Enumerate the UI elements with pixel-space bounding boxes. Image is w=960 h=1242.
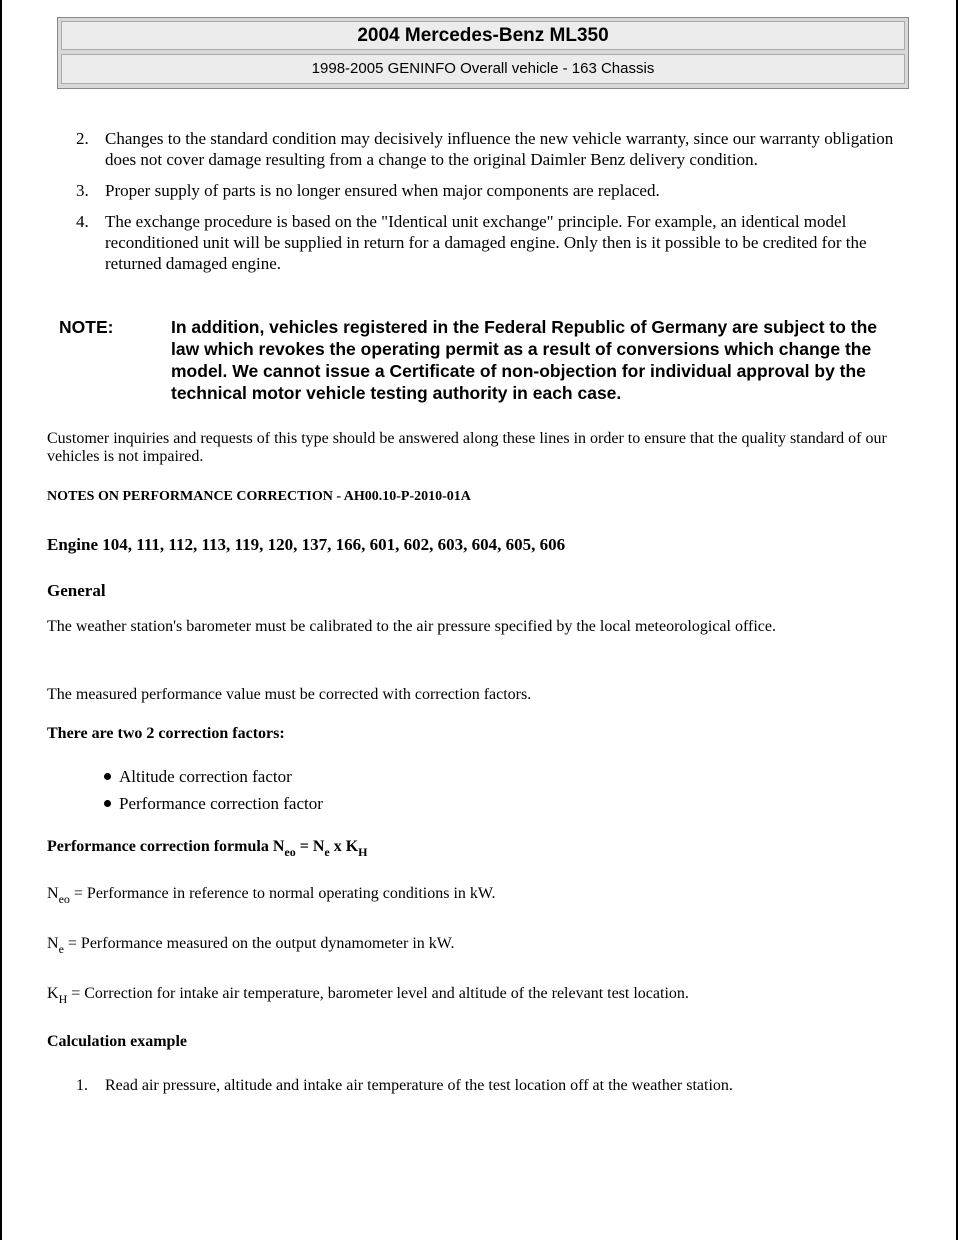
calculation-heading: Calculation example [47,1033,187,1050]
document-title: 2004 Mercedes-Benz ML350 [61,21,905,50]
list-item [47,1077,960,1095]
document-header [57,17,909,89]
definition-symbol: N [47,935,59,952]
formula-text: = N [295,838,325,855]
list-item [47,180,907,201]
list-item-number: 2. [76,129,89,148]
list-item [104,794,323,814]
warranty-list [47,128,907,274]
formula-prefix: Performance correction formula N [47,838,285,855]
customer-paragraph: Customer inquiries and requests of this type should be answered along these lines in order to ensure that the quality standard of our vehicles is not impaired. [47,430,887,465]
definition-sub: eo [58,892,70,906]
engine-heading: Engine 104, 111, 112, 113, 119, 120, 137, 166, 601, 602, 603, 604, 605, 606 [47,535,566,554]
bullet-icon [104,773,111,780]
barometer-paragraph: The weather station's barometer must be calibrated to the air pressure specified by the local meteorological office. [47,618,776,635]
definition-text: = Performance measured on the output dynamometer in kW. [63,935,455,952]
note-text: In addition, vehicles registered in the Federal Republic of Germany are subject to the law which revokes the operating permit as a result of conversions which change the model. We cannot issue a Certificate of non-objection for individual approval by the technical motor vehicle testing authority in each case. [171,317,878,403]
list-item [104,767,292,787]
measured-paragraph: The measured performance value must be corrected with correction factors. [47,686,532,703]
definition-sub: e [58,942,64,956]
list-item-text: Proper supply of parts is no longer ensured when major components are replaced. [105,181,660,200]
note-block [47,316,907,404]
definition-sub: H [58,992,68,1006]
general-heading: General [47,581,106,600]
document-subtitle: 1998-2005 GENINFO Overall vehicle - 163 Chassis [61,54,905,84]
bullet-icon [104,800,111,807]
formula-sub: H [358,845,368,859]
definition-symbol: K [47,985,59,1002]
formula-line [47,838,907,859]
correction-factors-heading: There are two 2 correction factors: [47,725,285,742]
list-item [47,128,907,170]
definition-neo [47,885,907,906]
definition-text: = Performance in reference to normal operating conditions in kW. [69,885,496,902]
list-item-number: 3. [76,181,89,200]
definition-symbol: N [47,885,59,902]
list-item [47,211,907,274]
definition-text: = Correction for intake air temperature, barometer level and altitude of the relevant test location. [67,985,689,1002]
list-item-text: The exchange procedure is based on the "Identical unit exchange" principle. For example, an identical model reconditioned unit will be supplied in return for a damaged engine. Only then is it possible to be credited for the returned damaged engine. [105,212,867,273]
bullet-text: Altitude correction factor [119,767,292,786]
list-item-number: 4. [76,212,89,231]
formula-sub: e [324,845,330,859]
section-heading: NOTES ON PERFORMANCE CORRECTION - AH00.10-P-2010-01A [47,489,471,504]
note-label: NOTE: [59,317,114,337]
list-item-text: Changes to the standard condition may decisively influence the new vehicle warranty, since our warranty obligation does not cover damage resulting from a change to the original Daimler Benz delivery condition. [105,129,894,169]
definition-kh [47,985,907,1006]
list-item-text: Read air pressure, altitude and intake air temperature of the test location off at the weather station. [105,1077,733,1094]
list-item-number: 1. [76,1077,88,1094]
formula-sub: eo [284,845,296,859]
formula-text: x K [329,838,359,855]
definition-ne [47,935,907,956]
bullet-text: Performance correction factor [119,794,323,813]
